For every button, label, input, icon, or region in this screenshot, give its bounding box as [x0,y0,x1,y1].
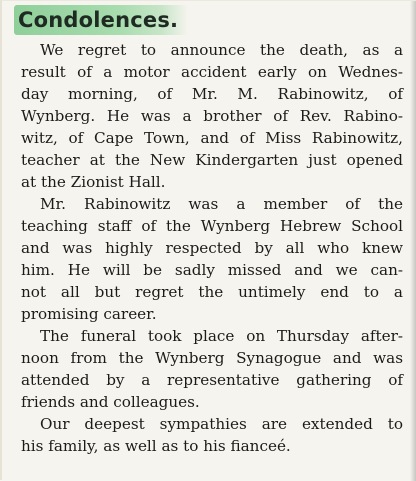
paper-edge-shadow [410,1,416,481]
article-line-10: and was highly respected by all who knew [21,239,403,257]
article-line-9: teaching staff of the Wynberg Hebrew School [21,217,403,235]
article-line-16: attended by a representative gathering of [21,371,403,389]
article-line-11: him. He will be sadly missed and we can- [21,261,403,279]
article-line-15: noon from the Wynberg Synagogue and was [21,349,403,367]
article-line-3: day morning, of Mr. M. Rabinowitz, of [21,85,403,103]
article-line-1: We regret to announce the death, as a [40,41,403,59]
article-line-4: Wynberg. He was a brother of Rev. Rabino- [21,107,403,125]
article-line-19: his family, as well as to his fianceé. [21,437,291,455]
article-line-13: promising career. [21,305,157,323]
article-line-6: teacher at the New Kindergarten just opened [21,151,403,169]
article-line-8: Mr. Rabinowitz was a member of the [40,195,403,213]
article-title: Condolences. [18,8,179,32]
article-line-18: Our deepest sympathies are extended to [40,415,403,433]
article-line-2: result of a motor accident early on Wednes- [21,63,403,81]
article-line-12: not all but regret the untimely end to a [21,283,403,301]
article-line-7: at the Zionist Hall. [21,173,166,191]
title-highlight [14,5,188,35]
article-line-17: friends and colleagues. [21,393,200,411]
article-line-14: The funeral took place on Thursday after- [40,327,403,345]
article-line-5: witz, of Cape Town, and of Miss Rabinowitz, [21,129,403,147]
